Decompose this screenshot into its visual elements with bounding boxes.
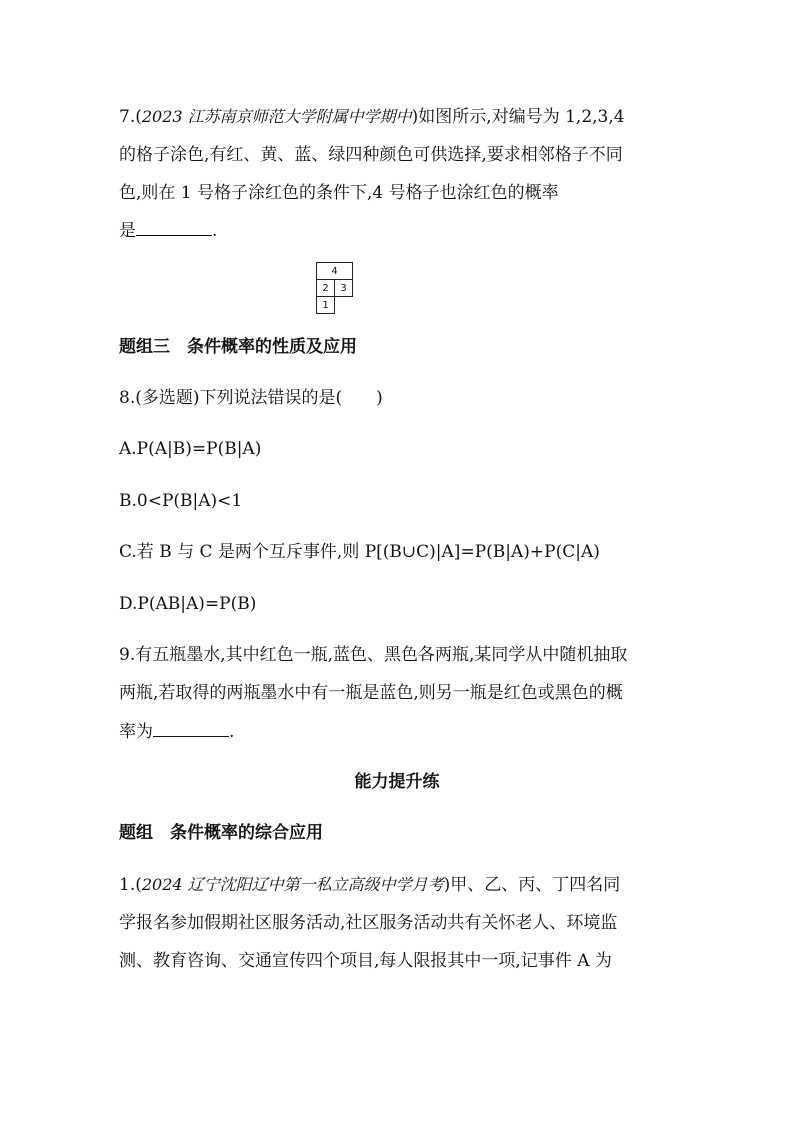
grid-cell-2: 2 — [316, 279, 335, 297]
q9-answer-blank[interactable] — [153, 720, 229, 737]
q7-line-4 — [119, 219, 217, 242]
q7-period: . — [212, 221, 218, 241]
q7-line-2: 的格子涂色,有红、黄、蓝、绿四种颜色可供选择,要求相邻格子不同 — [119, 145, 623, 165]
q8-option-c: C.若 B 与 C 是两个互斥事件,则 P[(B∪C)|A]=P(B|A)+P(C|A) — [119, 542, 600, 562]
q7-answer-blank[interactable] — [136, 219, 212, 236]
section-heading-group-3: 题组三 条件概率的性质及应用 — [119, 337, 357, 357]
numbered-grid-figure — [316, 262, 356, 314]
ability-section-heading: 能力提升练 — [354, 772, 440, 792]
p1-line-3: 测、教育咨询、交通宣传四个项目,每人限报其中一项,记事件 A 为 — [119, 951, 612, 971]
q7-text-4: 是 — [119, 221, 136, 241]
p1-text-1: )甲、乙、丙、丁四名同 — [443, 875, 621, 895]
q8-stem: 8.(多选题)下列说法错误的是( ) — [119, 388, 383, 408]
p1-source: 2024 辽宁沈阳辽中第一私立高级中学月考 — [141, 875, 444, 894]
p1-line-2: 学报名参加假期社区服务活动,社区服务活动共有关怀老人、环境监 — [119, 913, 618, 933]
q9-text-3: 率为 — [119, 722, 153, 742]
q7-source: 2023 江苏南京师范大学附属中学期中 — [141, 107, 412, 126]
q9-period: . — [229, 722, 235, 742]
q8-option-a: A.P(A|B)=P(B|A) — [119, 439, 262, 459]
q9-line-1: 9.有五瓶墨水,其中红色一瓶,蓝色、黑色各两瓶,某同学从中随机抽取 — [119, 645, 628, 665]
q7-line-3: 色,则在 1 号格子涂红色的条件下,4 号格子也涂红色的概率 — [119, 183, 559, 203]
grid-cell-4: 4 — [316, 262, 353, 280]
q7-number: 7.( — [119, 107, 142, 127]
p1-number: 1.( — [119, 875, 142, 895]
q8-option-d: D.P(AB|A)=P(B) — [119, 594, 257, 614]
q7-line-1 — [119, 106, 625, 128]
q7-text-1: )如图所示,对编号为 1,2,3,4 — [411, 107, 625, 127]
p1-line-1 — [119, 874, 620, 896]
grid-cell-1: 1 — [316, 296, 335, 314]
section-heading-group: 题组 条件概率的综合应用 — [119, 823, 323, 843]
q9-line-2: 两瓶,若取得的两瓶墨水中有一瓶是蓝色,则另一瓶是红色或黑色的概 — [119, 683, 623, 703]
q8-option-b: B.0<P(B|A)<1 — [119, 491, 243, 511]
q9-line-3 — [119, 720, 234, 743]
grid-cell-3: 3 — [334, 279, 353, 297]
